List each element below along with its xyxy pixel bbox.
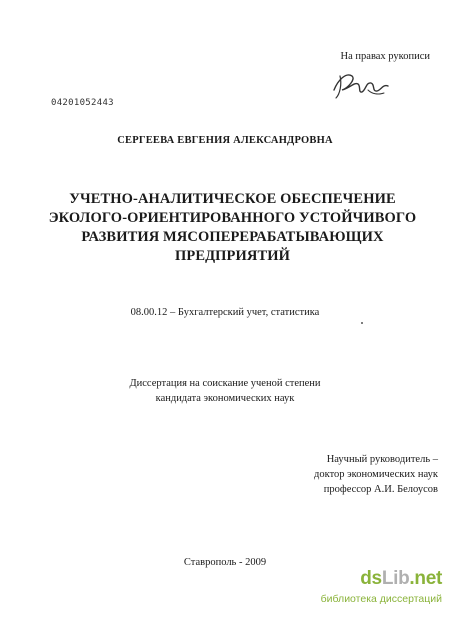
- dissertation-title: [40, 190, 425, 266]
- title-line-1: УЧЕТНО-АНАЛИТИЧЕСКОЕ ОБЕСПЕЧЕНИЕ: [69, 191, 396, 207]
- supervisor-block: [290, 452, 438, 497]
- dslib-watermark: [320, 568, 450, 614]
- specialty-code: 08.00.12 – Бухгалтерский учет, статистика: [130, 307, 320, 318]
- handwritten-signature: [328, 66, 396, 100]
- title-line-4: ПРЕДПРИЯТИЙ: [175, 248, 290, 264]
- supervisor-degree: доктор экономических наук: [314, 469, 438, 480]
- supervisor-role: Научный руководитель –: [326, 454, 438, 465]
- title-line-3: РАЗВИТИЯ МЯСОПЕРЕРАБАТЫВАЮЩИХ: [81, 229, 384, 245]
- rights-notice: На правах рукописи: [340, 51, 430, 62]
- degree-line-1: Диссертация на соискание ученой степени: [129, 378, 321, 389]
- degree-line-2: кандидата экономических наук: [155, 393, 295, 404]
- title-line-2: ЭКОЛОГО-ОРИЕНТИРОВАННОГО УСТОЙЧИВОГО: [48, 210, 417, 226]
- document-number: 04201052443: [51, 98, 114, 108]
- watermark-logo: dsLib.net: [360, 568, 442, 589]
- supervisor-name: профессор А.И. Белоусов: [323, 484, 438, 495]
- degree-statement: [0, 376, 450, 406]
- author-name: СЕРГЕЕВА ЕВГЕНИЯ АЛЕКСАНДРОВНА: [117, 135, 333, 146]
- city-year: Ставрополь - 2009: [183, 557, 267, 568]
- watermark-caption: библиотека диссертаций: [320, 593, 442, 605]
- scan-speck: [361, 322, 363, 324]
